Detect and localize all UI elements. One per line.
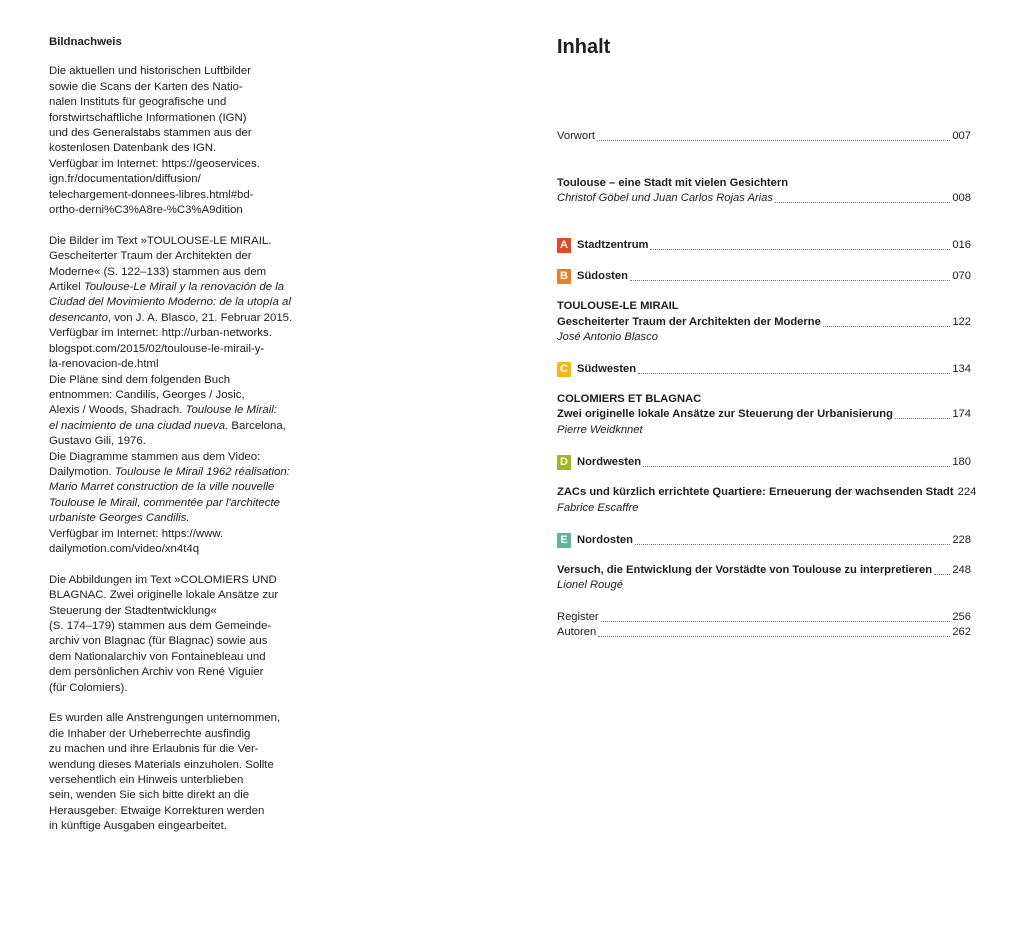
- credits-line: Die Abbildungen im Text »COLOMIERS UND: [49, 573, 277, 586]
- section-badge-c: C: [557, 362, 571, 377]
- credits-line: Steuerung der Stadtentwicklung«: [49, 604, 217, 617]
- toc-entry-authors[interactable]: Christof Göbel und Juan Carlos Rojas Arias 008: [557, 192, 971, 204]
- credits-line: urbaniste Georges Candilis.: [49, 512, 190, 525]
- toc-entry-register[interactable]: Register 256: [557, 611, 971, 623]
- page-number: 016: [952, 239, 971, 251]
- page-number: 224: [957, 486, 977, 498]
- credits-line: BLAGNAC. Zwei originelle lokale Ansätze zur: [49, 589, 279, 602]
- credits-line: sowie die Scans der Karten des Natio-: [49, 80, 243, 93]
- dot-leader: [598, 635, 950, 637]
- credits-line: wendung dieses Materials einzuholen. Sollte: [49, 758, 274, 771]
- toc-entry-author: José Antonio Blasco: [557, 331, 658, 343]
- dot-leader: [775, 201, 950, 203]
- credits-line: Verfügbar im Internet: https://geoservices.: [49, 157, 260, 170]
- credits-line: nalen Instituts für geografische und: [49, 96, 227, 109]
- credits-line: Die Pläne sind dem folgenden Buch: [49, 373, 231, 386]
- toc-entry-title[interactable]: Versuch, die Entwicklung der Vorstädte von Toulouse zu interpretieren 248: [557, 564, 971, 576]
- credits-paragraph-1: [49, 64, 289, 218]
- credits-line: telechargement-donnees-libres.html#bd-: [49, 188, 254, 201]
- credits-line: ortho-derni%C3%A8re-%C3%A9dition: [49, 204, 243, 217]
- credits-line: Ciudad del Movimiento Moderno: de la utopía al: [49, 296, 291, 309]
- credits-line: forstwirtschaftliche Informationen (IGN): [49, 111, 247, 124]
- credits-line: in künftige Ausgaben eingearbeitet.: [49, 820, 227, 833]
- table-of-contents: [557, 34, 977, 638]
- toc-entry-title[interactable]: Gescheiterter Traum der Architekten der Moderne 122: [557, 316, 971, 328]
- credits-line: (für Colomiers).: [49, 681, 128, 694]
- credits-line: la-renovacion-de.html: [49, 358, 159, 371]
- section-badge-a: A: [557, 238, 571, 253]
- credits-paragraph-4: [49, 711, 289, 834]
- credits-line: blogspot.com/2015/02/toulouse-le-mirail-y-: [49, 342, 265, 355]
- credits-line: ign.fr/documentation/diffusion/: [49, 173, 201, 186]
- dot-leader: [650, 248, 950, 250]
- page-number: 262: [952, 626, 971, 638]
- toc-section-d[interactable]: D Nordwesten 180: [557, 453, 971, 470]
- page-number: 008: [952, 192, 971, 204]
- toc-entry-head[interactable]: TOULOUSE-LE MIRAIL: [557, 300, 679, 312]
- dot-leader: [643, 465, 950, 467]
- credits-line: Alexis / Woods, Shadrach. Toulouse le Mirail:: [49, 404, 277, 417]
- credits-line: archiv von Blagnac (für Blagnac) sowie aus: [49, 635, 268, 648]
- toc-section-a[interactable]: A Stadtzentrum 016: [557, 236, 971, 253]
- credits-title: Bildnachweis: [49, 36, 122, 48]
- credits-line: Toulouse le Mirail, commentée par l'architecte: [49, 496, 280, 509]
- credits-line: dailymotion.com/video/xn4t4q: [49, 542, 200, 555]
- credits-line: Verfügbar im Internet: http://urban-networks.: [49, 327, 272, 340]
- credits-line: dem persönlichen Archiv von René Viguier: [49, 666, 264, 679]
- dot-leader: [601, 620, 951, 622]
- credits-line: entnommen: Candilis, Georges / Josic,: [49, 388, 245, 401]
- credits-line: Mario Marret construction de la ville nouvelle: [49, 481, 275, 494]
- page-number: 007: [952, 130, 971, 142]
- toc-entry-autoren[interactable]: Autoren 262: [557, 626, 971, 638]
- credits-paragraph-2: [49, 234, 293, 558]
- credits-line: sein, wenden Sie sich bitte direkt an die: [49, 789, 250, 802]
- image-credits-column: [49, 35, 293, 835]
- credits-line: Die Bilder im Text »TOULOUSE-LE MIRAIL.: [49, 234, 272, 247]
- dot-leader: [635, 543, 950, 545]
- dot-leader: [597, 139, 950, 141]
- credits-line: Die aktuellen und historischen Luftbilder: [49, 65, 251, 78]
- toc-entry-head[interactable]: COLOMIERS ET BLAGNAC: [557, 393, 702, 405]
- credits-line: Gescheiterter Traum der Architekten der: [49, 250, 252, 263]
- toc-entry-author: Fabrice Escaffre: [557, 502, 639, 514]
- credits-line: zu machen und ihre Erlaubnis für die Ver-: [49, 743, 259, 756]
- credits-line: Es wurden alle Anstrengungen unternommen,: [49, 712, 281, 725]
- credits-line: Moderne« (S. 122–133) stammen aus dem: [49, 265, 267, 278]
- dot-leader: [638, 372, 950, 374]
- credits-line: Verfügbar im Internet: https://www.: [49, 527, 224, 540]
- toc-section-c[interactable]: C Südwesten 134: [557, 360, 971, 377]
- toc-entry-author: Pierre Weidknnet: [557, 424, 643, 436]
- toc-entry-title[interactable]: ZACs und kürzlich errichtete Quartiere: Erneuerung der wachsenden Stadt 224: [557, 486, 977, 498]
- page-number: 070: [952, 270, 971, 282]
- dot-leader: [895, 417, 950, 419]
- credits-line: kostenlosen Datenbank des IGN.: [49, 142, 217, 155]
- credits-line: desencanto, von J. A. Blasco, 21. Februar 2015.: [49, 311, 293, 324]
- dot-leader: [630, 279, 950, 281]
- credits-line: Dailymotion. Toulouse le Mirail 1962 réalisation:: [49, 465, 290, 478]
- credits-line: el nacimiento de una ciudad nueva. Barcelona,: [49, 419, 286, 432]
- page-number: 256: [952, 611, 971, 623]
- toc-section-b[interactable]: B Südosten 070: [557, 267, 971, 284]
- toc-entry-vorwort[interactable]: Vorwort 007: [557, 130, 971, 142]
- page-number: 248: [952, 564, 971, 576]
- page-number: 228: [952, 534, 971, 546]
- toc-section-e[interactable]: E Nordosten 228: [557, 531, 971, 548]
- credits-line: versehentlich ein Hinweis unterblieben: [49, 774, 244, 787]
- credits-line: Herausgeber. Etwaige Korrekturen werden: [49, 804, 265, 817]
- page-number: 122: [952, 316, 971, 328]
- section-badge-d: D: [557, 455, 571, 470]
- page-number: 180: [952, 456, 971, 468]
- toc-title: Inhalt: [557, 36, 611, 58]
- section-badge-b: B: [557, 269, 571, 284]
- toc-entry-title[interactable]: Toulouse – eine Stadt mit vielen Gesichtern: [557, 177, 789, 189]
- credits-line: Artikel Toulouse-Le Mirail y la renovación de la: [49, 281, 285, 294]
- credits-paragraph-3: [49, 573, 289, 696]
- credits-line: Die Diagramme stammen aus dem Video:: [49, 450, 261, 463]
- toc-entry-author: Lionel Rougé: [557, 579, 623, 591]
- credits-line: und des Generalstabs stammen aus der: [49, 127, 252, 140]
- credits-line: (S. 174–179) stammen aus dem Gemeinde-: [49, 620, 272, 632]
- page-number: 174: [952, 408, 971, 420]
- dot-leader: [823, 325, 951, 327]
- page-number: 134: [952, 363, 971, 375]
- credits-line: die Inhaber der Urheberrechte ausfindig: [49, 727, 251, 740]
- credits-line: Gustavo Gili, 1976.: [49, 435, 146, 448]
- section-badge-e: E: [557, 533, 571, 548]
- credits-line: dem Nationalarchiv von Fontainebleau und: [49, 650, 266, 663]
- toc-entry-title[interactable]: Zwei originelle lokale Ansätze zur Steuerung der Urbanisierung 174: [557, 408, 971, 420]
- dot-leader: [934, 573, 950, 575]
